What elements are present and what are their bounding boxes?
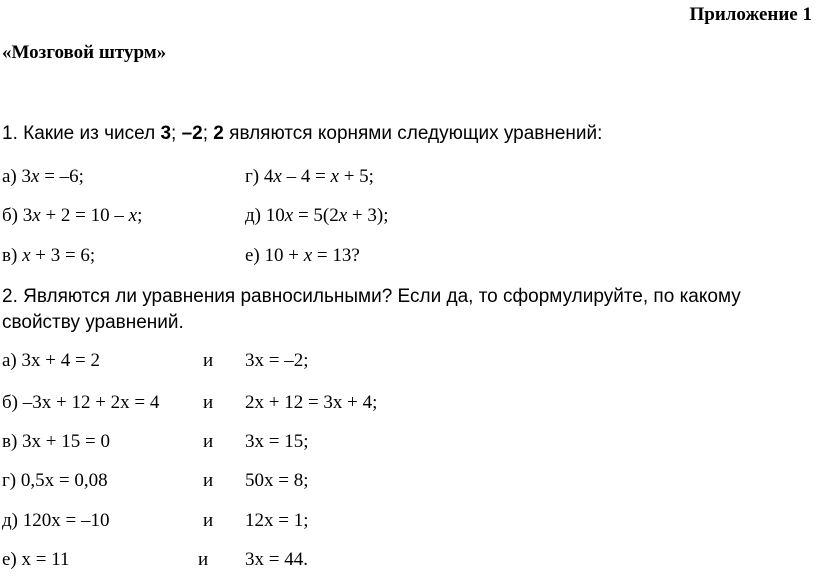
task2-heading-line2: свойству уравнений. — [2, 312, 184, 333]
task2-and-e: и — [198, 549, 209, 570]
task2-left-a: а) 3х + 4 = 2 — [2, 350, 100, 371]
task2-right-a: 3х = –2; — [245, 350, 309, 371]
variable: x — [273, 166, 282, 187]
task2-right-e: 3х = 44. — [245, 549, 308, 570]
task2-left-b: б) –3х + 12 + 2х = 4 — [2, 392, 160, 413]
item-rest: – 4 = — [281, 166, 331, 187]
item-rest: + 3); — [347, 205, 389, 226]
task1-item-g — [245, 166, 374, 188]
item-label: е) 10 + — [245, 245, 304, 266]
task1-number-1: 3 — [160, 123, 172, 144]
task2-right-b: 2х + 12 = 3х + 4; — [245, 392, 378, 413]
variable: x — [330, 166, 339, 187]
task1-suffix: являются корнями следующих уравнений: — [223, 123, 603, 144]
item-rest: + 3 = 6; — [30, 245, 96, 266]
appendix-label: Приложение 1 — [689, 4, 812, 25]
item-rest: + 5; — [338, 166, 374, 187]
item-rest: ; — [137, 205, 143, 226]
item-label: г) 4 — [245, 166, 274, 187]
task2-and-g: и — [203, 470, 214, 491]
task1-item-e — [245, 245, 360, 267]
task1-heading — [2, 123, 602, 145]
task2-and-b: и — [203, 392, 214, 413]
task2-left-v: в) 3х + 15 = 0 — [2, 431, 110, 452]
task1-sep-2: ; — [202, 123, 214, 144]
task2-and-d: и — [203, 510, 214, 531]
variable: x — [284, 205, 294, 226]
item-label: д) 10 — [245, 205, 285, 226]
item-rest: = 13? — [312, 245, 360, 266]
variable: x — [32, 205, 41, 226]
item-label: а) 3 — [2, 166, 32, 187]
item-rest: = 5(2 — [293, 205, 339, 226]
item-rest: = –6; — [39, 166, 84, 187]
variable: x — [338, 205, 348, 226]
task2-and-a: и — [203, 350, 214, 371]
task2-left-e: е) х = 11 — [2, 549, 70, 570]
task2-right-g: 50х = 8; — [245, 470, 309, 491]
item-label: б) 3 — [2, 205, 33, 226]
task1-number-3: 2 — [213, 123, 224, 144]
document-title: «Мозговой штурм» — [2, 42, 167, 63]
task2-right-v: 3х = 15; — [245, 431, 309, 452]
variable: x — [31, 166, 40, 187]
task1-item-d — [245, 205, 389, 227]
task1-item-v — [2, 245, 95, 267]
task1-prefix: 1. Какие из чисел — [2, 123, 161, 144]
task1-number-2: –2 — [181, 123, 203, 144]
variable: x — [22, 245, 31, 266]
item-rest: + 2 = 10 – — [40, 205, 129, 226]
task1-item-a — [2, 166, 84, 188]
task2-left-d: д) 120х = –10 — [2, 510, 110, 531]
task2-and-v: и — [203, 431, 214, 452]
task2-heading-line1: 2. Являются ли уравнения равносильными? Если да, то сформулируйте, по какому — [2, 286, 741, 307]
variable: x — [303, 245, 313, 266]
task2-right-d: 12х = 1; — [245, 510, 309, 531]
task1-sep-1: ; — [171, 123, 182, 144]
task2-left-g: г) 0,5х = 0,08 — [2, 470, 108, 491]
task1-item-b — [2, 205, 142, 227]
item-label: в) — [2, 245, 23, 266]
variable: x — [128, 205, 138, 226]
